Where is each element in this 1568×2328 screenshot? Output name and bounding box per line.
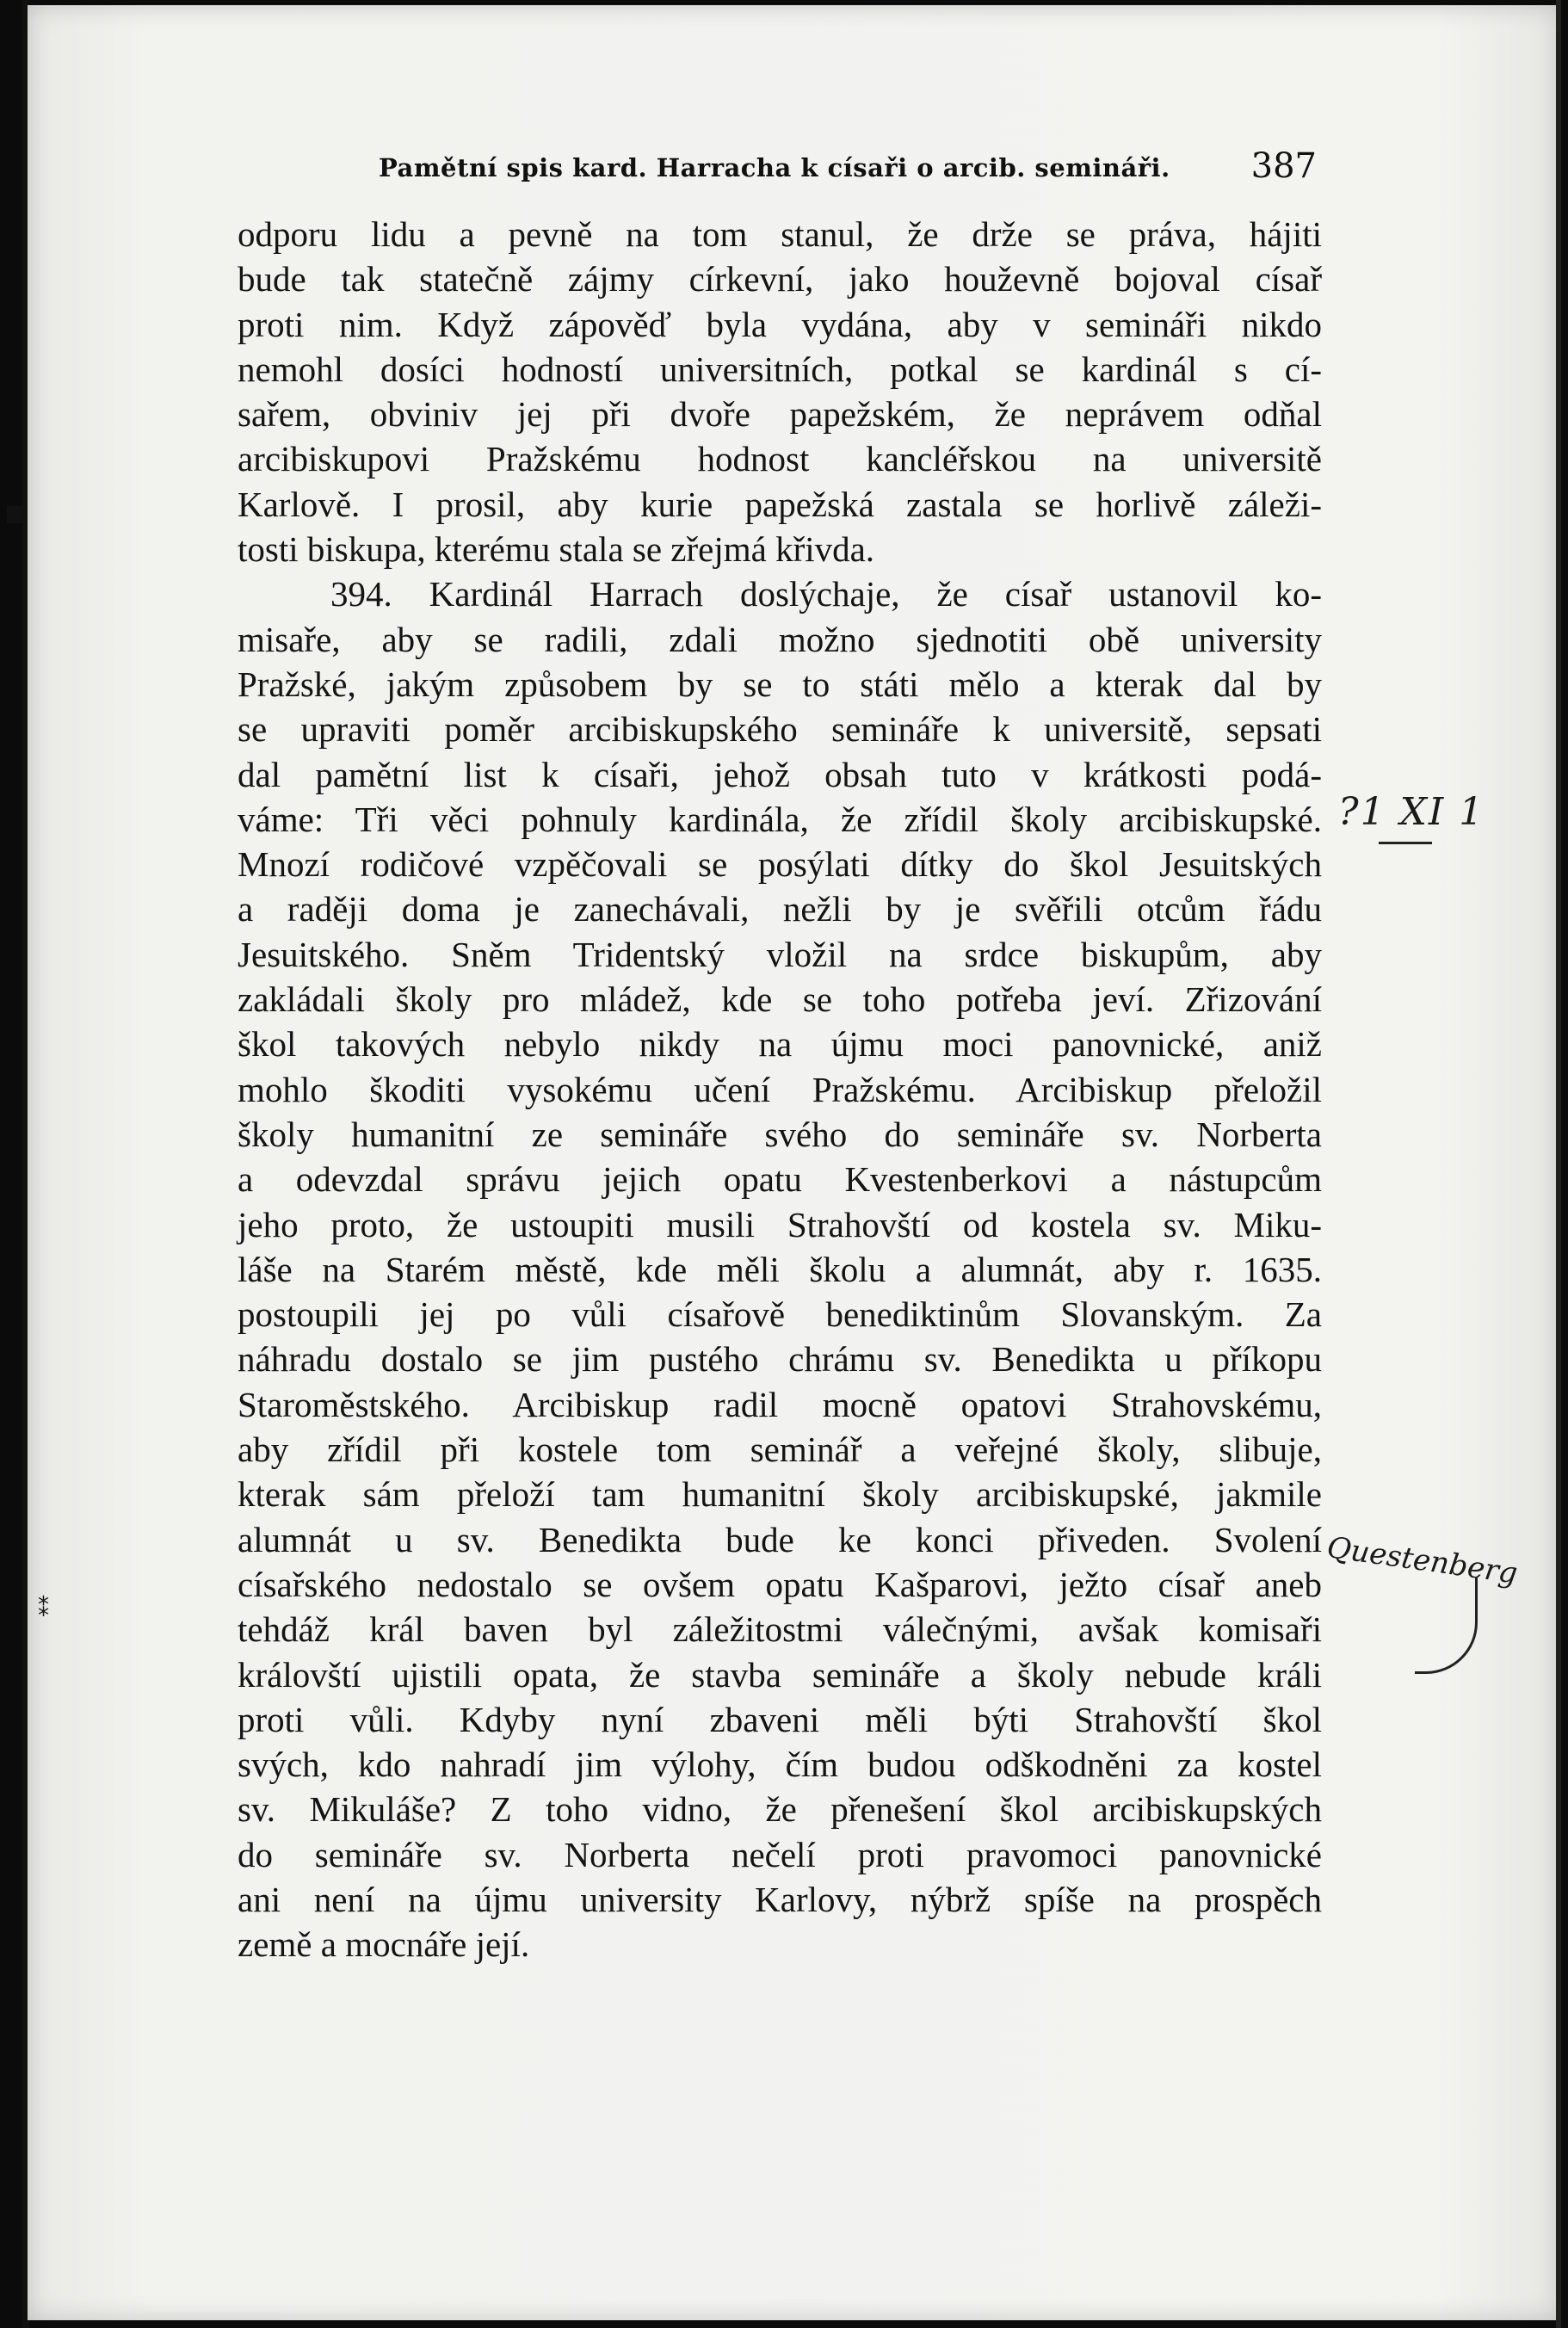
text-line: aby zřídil při kostele tom seminář a veřejné školy, slibuje,	[238, 1430, 1322, 1470]
text-line: proti vůli. Kdyby nyní zbaveni měli býti Strahovští škol	[238, 1699, 1322, 1739]
paragraph-start: 394. Kardinál Harrach doslýchaje, že císař ustanovil ko-	[330, 574, 1322, 614]
text-line: sařem, obviniv jej při dvoře papežském, že neprávem odňal	[238, 394, 1322, 435]
text-line: se upraviti poměr arcibiskupského semináře k universitě, sepsati	[238, 709, 1322, 750]
text-line: alumnát u sv. Benedikta bude ke konci přiveden. Svolení	[238, 1519, 1322, 1559]
text-line: školy humanitní ze semináře svého do semináře sv. Norberta	[238, 1114, 1322, 1154]
text-line: královští ujistili opata, že stavba semináře a školy nebude králi	[238, 1654, 1322, 1695]
page-header	[379, 146, 1317, 198]
text-line: váme: Tři věci pohnuly kardinála, že zřídil školy arcibiskupské.	[238, 799, 1322, 839]
text-line: postoupili jej po vůli císařově benediktinům Slovanským. Za	[238, 1294, 1322, 1335]
text-line: tosti biskupa, kterému stala se zřejmá křivda.	[238, 529, 875, 570]
handwritten-margin-note: ?1 XI 1	[1338, 790, 1485, 834]
text-line: Staroměstského. Arcibiskup radil mocně opatovi Strahovskému,	[238, 1384, 1322, 1424]
handwritten-margin-note: Questenberg	[1324, 1530, 1520, 1591]
text-line: Jesuitského. Sněm Tridentský vložil na srdce biskupům, aby	[238, 934, 1322, 974]
text-line: misaře, aby se radili, zdali možno sjednotiti obě university	[238, 619, 1322, 659]
running-title: Pamětní spis kard. Harracha k císaři o arcib. semináři.	[379, 153, 1170, 182]
text-line: Mnozí rodičové vzpěčovali se posýlati dítky do škol Jesuitských	[238, 844, 1322, 885]
binding-mark	[7, 506, 29, 523]
text-line: země a mocnáře její.	[238, 1924, 530, 1965]
text-line: bude tak statečně zájmy církevní, jako houževně bojoval císař	[238, 259, 1322, 299]
text-line: škol takových nebylo nikdy na újmu moci panovnické, aniž	[238, 1024, 1322, 1065]
page-edge	[1556, 0, 1561, 2328]
text-line: nemohl dosíci hodností universitních, potkal se kardinál s cí-	[238, 349, 1322, 389]
text-line: tehdáž král baven byl záležitostmi válečnými, avšak komisaři	[238, 1609, 1322, 1650]
text-line: císařského nedostalo se ovšem opatu Kašparovi, ježto císař aneb	[238, 1564, 1322, 1604]
text-line: do semináře sv. Norberta nečelí proti pravomoci panovnické	[238, 1834, 1322, 1874]
margin-tick-mark: ⁑	[38, 1596, 49, 1622]
handwritten-underline	[1379, 842, 1432, 844]
text-line: mohlo škoditi vysokému učení Pražskému. Arcibiskup přeložil	[238, 1069, 1322, 1109]
text-line: náhradu dostalo se jim pustého chrámu sv. Benedikta u příkopu	[238, 1339, 1322, 1380]
text-line: proti nim. Když zápověď byla vydána, aby v semináři nikdo	[238, 304, 1322, 344]
text-line: odporu lidu a pevně na tom stanul, že drže se práva, hájiti	[238, 214, 1322, 254]
text-line: svých, kdo nahradí jim výlohy, čím budou odškodněni za kostel	[238, 1744, 1322, 1785]
page-number: 387	[1250, 146, 1317, 186]
text-line: kterak sám přeloží tam humanitní školy arcibiskupské, jakmile	[238, 1474, 1322, 1515]
body-text	[238, 212, 1322, 1967]
text-line: a raději doma je zanechávali, nežli by je svěřili otcům řádu	[238, 889, 1322, 929]
text-line: jeho proto, že ustoupiti musili Strahovští od kostela sv. Miku-	[238, 1204, 1322, 1244]
text-line: sv. Mikuláše? Z toho vidno, že přenešení škol arcibiskupských	[238, 1789, 1322, 1830]
text-line: Pražské, jakým způsobem by se to státi mělo a kterak dal by	[238, 664, 1322, 704]
text-line: ani není na újmu university Karlovy, nýbrž spíše na prospěch	[238, 1879, 1322, 1919]
text-line: dal pamětní list k císaři, jehož obsah tuto v krátkosti podá-	[238, 754, 1322, 794]
text-line: a odevzdal správu jejich opatu Kvestenberkovi a nástupcům	[238, 1159, 1322, 1200]
text-line: zakládali školy pro mládež, kde se toho potřeba jeví. Zřizování	[238, 979, 1322, 1020]
text-line: láše na Starém městě, kde měli školu a alumnát, aby r. 1635.	[238, 1249, 1322, 1289]
text-line: Karlově. I prosil, aby kurie papežská zastala se horlivě záleži-	[238, 484, 1322, 524]
text-line: arcibiskupovi Pražskému hodnost kancléřskou na universitě	[238, 439, 1322, 479]
